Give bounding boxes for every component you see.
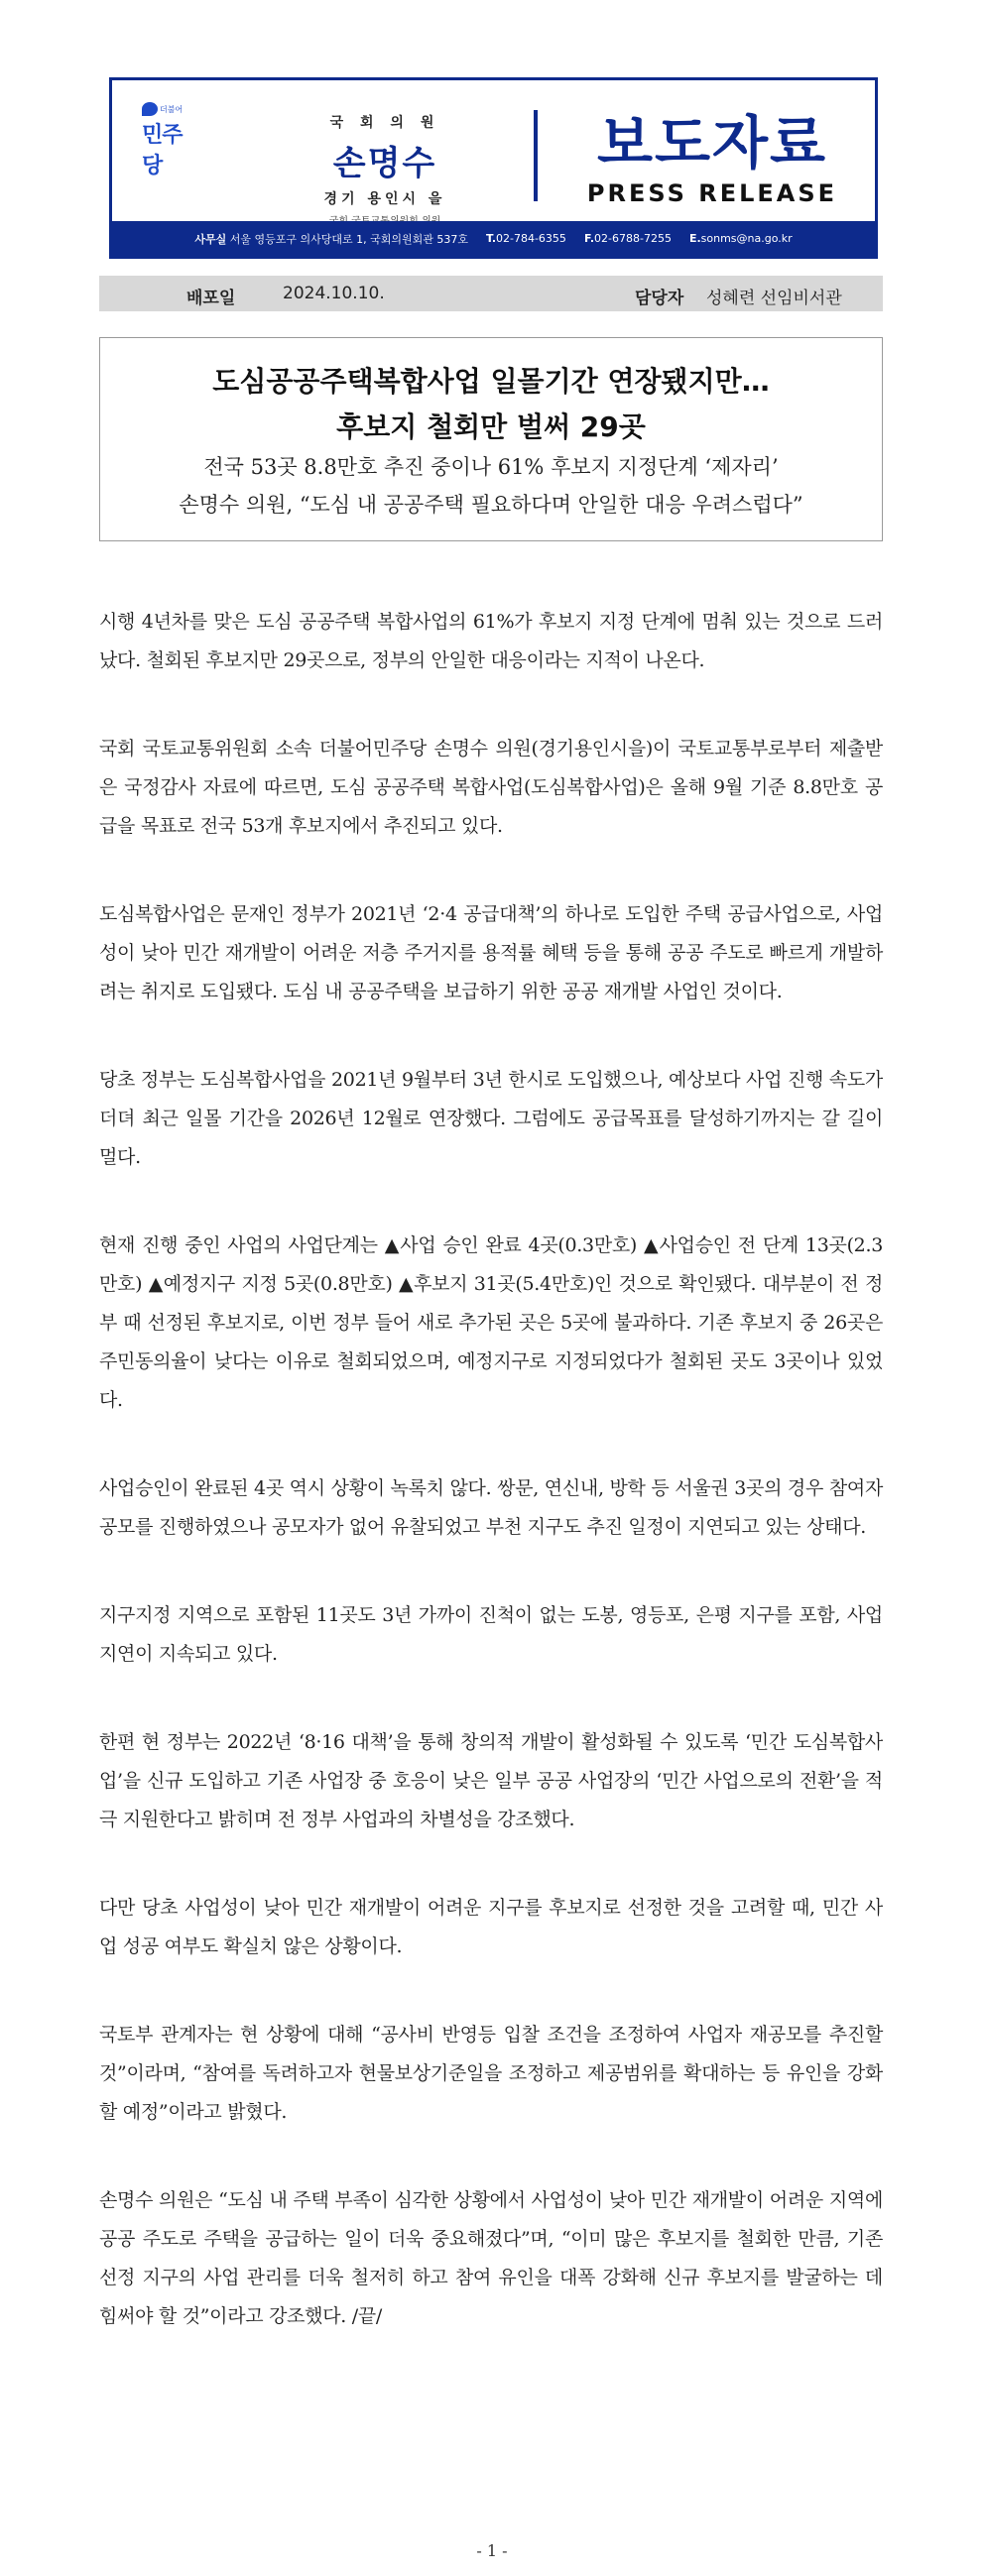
member-label: 국 회 의 원 <box>329 115 440 131</box>
contact-bar <box>112 221 875 256</box>
subheadline-1: 전국 53곳 8.8만호 추진 중이나 61% 후보지 지정단계 ‘제자리’ <box>203 455 779 479</box>
press-release-en: PRESS RELEASE <box>586 179 838 207</box>
paragraph: 손명수 의원은 “도심 내 주택 부족이 심각한 상황에서 사업성이 낮아 민간 재개발이 어려운 지역에 공공 주도로 주택을 공급하는 일이 더욱 중요해졌다”며, “이미 많은 후보지를 철회한 만큼, 기존 선정 지구의 사업 관리를 더욱 철저히 하고 참여 유인을 대폭 강화해 신규 후보지를 발굴하는 데 힘써야 할 것”이라고 강조했다. /끝/ <box>99 2189 883 2327</box>
contact-tel: T.02-784-6355 <box>485 232 566 245</box>
paragraph: 다만 당초 사업성이 낮아 민간 재개발이 어려운 지구를 후보지로 선정한 것을 고려할 때, 민간 사업 성공 여부도 확실치 않은 상황이다. <box>99 1897 883 1957</box>
paragraph: 국토부 관계자는 현 상황에 대해 “공사비 반영등 입찰 조건을 조정하여 사업자 재공모를 추진할 것”이라며, “참여를 독려하고자 현물보상기준일을 조정하고 제공범위를 확대하는 등 유인을 강화할 예정”이라고 밝혔다. <box>99 2024 883 2123</box>
contact-email: E.sonms@na.go.kr <box>688 232 793 245</box>
release-meta-bar <box>99 276 883 311</box>
member-name: 손명수 <box>332 144 437 183</box>
paragraph: 지구지정 지역으로 포함된 11곳도 3년 가까이 진척이 없는 도봉, 영등포, 은평 지구를 포함, 사업 지연이 지속되고 있다. <box>99 1604 883 1665</box>
paragraph: 도심복합사업은 문재인 정부가 2021년 ‘2·4 공급대책’의 하나로 도입한 주택 공급사업으로, 사업성이 낮아 민간 재개발이 어려운 저층 주거지를 용적률 혜택 등을 통해 공공 주도로 빠르게 개발하려는 취지로 도입됐다. 도심 내 공공주택을 보급하기 위한 공공 재개발 사업인 것이다. <box>99 903 883 1002</box>
paragraph: 현재 진행 중인 사업의 사업단계는 ▲사업 승인 완료 4곳(0.3만호) ▲사업승인 전 단계 13곳(2.3만호) ▲예정지구 지정 5곳(0.8만호) ▲후보지 31곳(5.4만호)인 것으로 확인됐다. 대부분이 전 정부 때 선정된 후보지로, 이번 정부 들어 새로 추가된 곳은 5곳에 불과하다. 기존 후보지 중 26곳은 주민동의율이 낮다는 이유로 철회되었으며, 예정지구로 지정되었다가 철회된 곳도 3곳이나 있었다. <box>99 1234 883 1411</box>
party-logo-icon <box>142 102 158 116</box>
headline-box <box>99 337 883 541</box>
party-logo-name: 민주당 <box>142 123 183 178</box>
contact-office: 사무실 서울 영등포구 의사당대로 1, 국회의원회관 537호 <box>194 232 468 246</box>
headline-line-1: 도심공공주택복합사업 일몰기간 연장됐지만… <box>212 365 770 398</box>
contact-fax: F.02-6788-7255 <box>583 232 672 245</box>
contact-person: 성혜련 선임비서관 <box>706 289 842 308</box>
banner-top <box>112 80 875 224</box>
press-release-ko: 보도자료 <box>596 109 828 176</box>
press-release-banner <box>109 77 878 259</box>
member-block <box>286 112 484 227</box>
headline-line-2: 후보지 철회만 벌써 29곳 <box>336 410 646 443</box>
party-logo <box>132 100 201 178</box>
paragraph: 시행 4년차를 맞은 도심 공공주택 복합사업의 61%가 후보지 지정 단계에 멈춰 있는 것으로 드러났다. 철회된 후보지만 29곳으로, 정부의 안일한 대응이라는 지적이 나온다. <box>99 611 883 671</box>
paragraph: 사업승인이 완료된 4곳 역시 상황이 녹록치 않다. 쌍문, 연신내, 방학 등 서울권 3곳의 경우 참여자 공모를 진행하였으나 공모자가 없어 유찰되었고 부천 지구도 추진 일정이 지연되고 있는 상태다. <box>99 1477 883 1538</box>
subheadline-2: 손명수 의원, “도심 내 공공주택 필요하다며 안일한 대응 우려스럽다” <box>179 493 803 517</box>
press-release-title <box>563 110 861 207</box>
paragraph: 한편 현 정부는 2022년 ‘8·16 대책’을 통해 창의적 개발이 활성화될 수 있도록 ‘민간 도심복합사업’을 신규 도입하고 기존 사업장 중 호응이 낮은 일부 공공 사업장의 ‘민간 사업으로의 전환’을 적극 지원한다고 밝히며 전 정부 사업과의 차별성을 강조했다. <box>99 1731 883 1830</box>
paragraph: 국회 국토교통위원회 소속 더불어민주당 손명수 의원(경기용인시을)이 국토교통부로부터 제출받은 국정감사 자료에 따르면, 도심 공공주택 복합사업(도심복합사업)은 올해 9월 기준 8.8만호 공급을 목표로 전국 53개 후보지에서 추진되고 있다. <box>99 738 883 837</box>
header-divider <box>534 110 538 201</box>
member-district: 경기 용인시 을 <box>323 191 446 207</box>
party-logo-small: 더불어 <box>160 105 184 114</box>
page-number: - 1 - <box>476 2541 508 2560</box>
release-date-label: 배포일 <box>186 289 236 308</box>
contact-person-label: 담당자 <box>635 289 684 308</box>
paragraph: 당초 정부는 도심복합사업을 2021년 9월부터 3년 한시로 도입했으나, 예상보다 사업 진행 속도가 더뎌 최근 일몰 기간을 2026년 12월로 연장했다. 그럼에도 공급목표를 달성하기까지는 갈 길이 멀다. <box>99 1069 883 1168</box>
article-body <box>99 603 883 2386</box>
release-date: 2024.10.10. <box>283 284 385 303</box>
